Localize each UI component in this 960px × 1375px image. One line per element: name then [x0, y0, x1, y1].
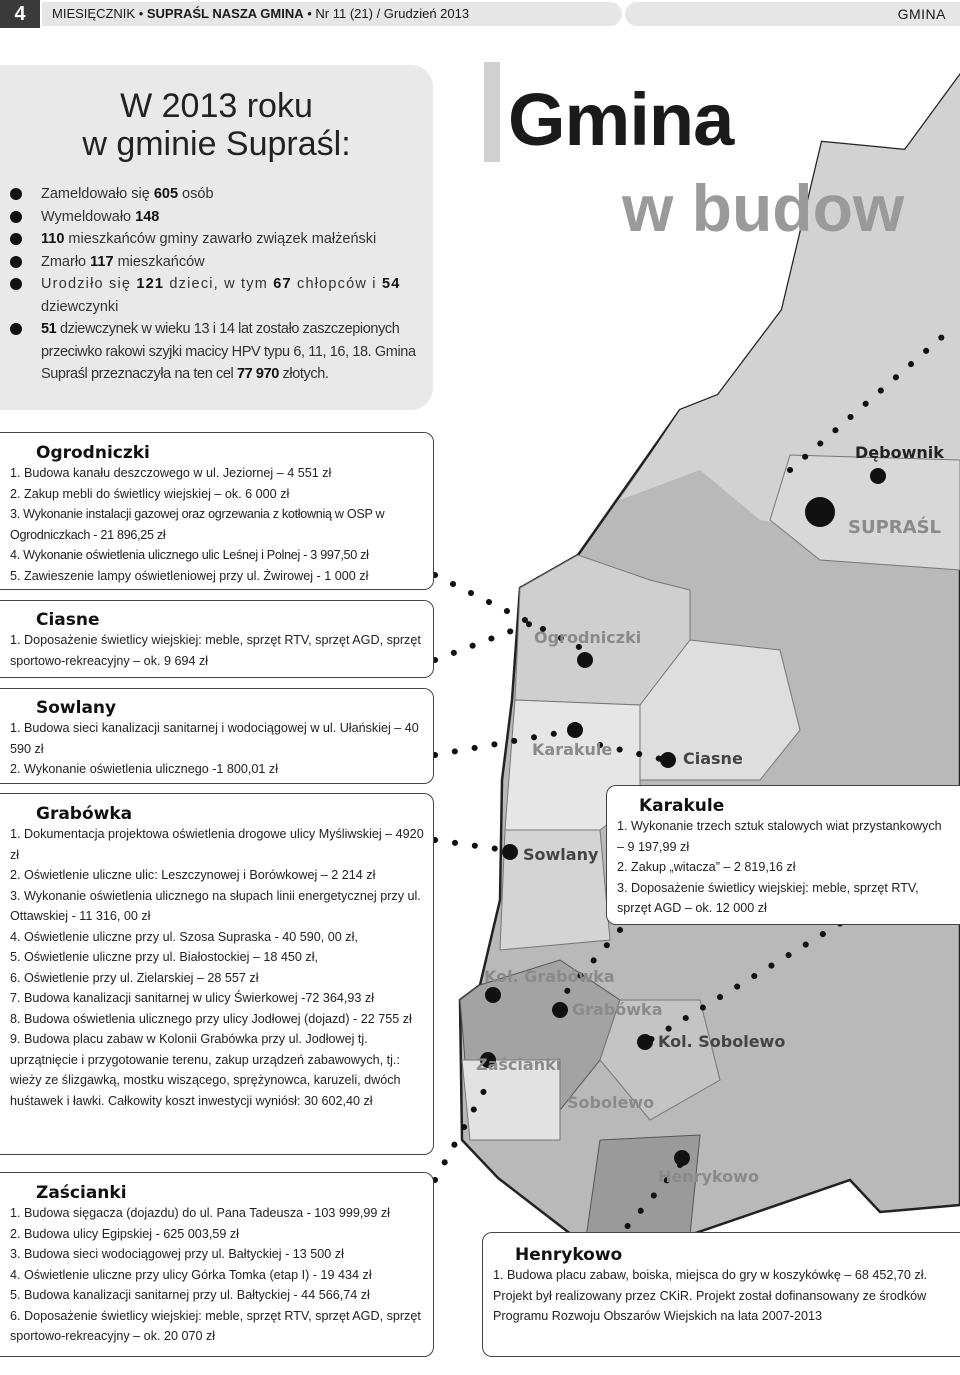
map-label-zascianki: Zaścianki	[476, 1055, 562, 1074]
map-label-ogrodniczki: Ogrodniczki	[534, 628, 642, 647]
karakule-box	[606, 785, 960, 925]
karakule-item: 3. Doposażenie świetlicy wiejskiej: meble, sprzęt RTV, sprzęt AGD – ok. 12 000 zł	[617, 880, 919, 915]
dot-debownik	[870, 468, 886, 484]
title-accent-bar	[484, 62, 500, 162]
sowlany-title: Sowlany	[36, 698, 117, 718]
dot-suprasl	[805, 497, 835, 527]
dot-ogrodniczki	[577, 652, 593, 668]
zascianki-item: 6. Doposażenie świetlicy wiejskiej: meble, sprzęt RTV, sprzęt AGD, sprzęt sportowo-rekreacyjny – ok. 20 070 zł	[10, 1308, 421, 1343]
henrykowo-title: Henrykowo	[515, 1245, 623, 1265]
zascianki-item: 3. Budowa sieci wodociągowej przy ul. Bałtyckiej - 13 500 zł	[10, 1247, 344, 1261]
grabowka-item: 7. Budowa kanalizacji sanitarnej w ulicy Świerkowej -72 364,93 zł	[10, 991, 375, 1005]
headline-main: Gmina	[508, 78, 734, 161]
summary-box	[0, 65, 433, 410]
summary-item: 110 mieszkańców gminy zawarło związek małżeński	[8, 228, 426, 251]
grabowka-item: 9. Budowa placu zabaw w Kolonii Grabówka przy ul. Jodłowej tj. uprzątnięcie i przygotowanie terenu, zakup urządzeń zabawowych, tj.: wieży ze ślizgawką, mostku wiszącego, sprężynowca, karuzeli, dwóch huśtawek i ławki. Całkowity koszt inwestycji wyniósł: 30 602,40 zł	[10, 1032, 401, 1108]
map-label-ciasne: Ciasne	[683, 749, 743, 768]
zascianki-item: 5. Budowa kanalizacji sanitarnej przy ul. Bałtyckiej - 44 566,74 zł	[10, 1288, 370, 1302]
grabowka-item: 6. Oświetlenie przy ul. Zielarskiej – 28 557 zł	[10, 970, 259, 985]
sowlany-item: 1. Budowa sieci kanalizacji sanitarnej i wodociągowej w ul. Ułańskiej – 40 590 zł	[10, 721, 419, 756]
summary-item: Urodziło się 121 dzieci, w tym 67 chłopców i 54 dziewczynki	[8, 273, 426, 318]
ogrodniczki-item: 4. Wykonanie oświetlenia ulicznego ulic Leśnej i Polnej - 3 997,50 zł	[10, 548, 369, 562]
ogrodniczki-box	[0, 432, 434, 590]
dot-grabowka	[552, 1002, 568, 1018]
sowlany-box	[0, 688, 434, 784]
ogrodniczki-item: 3. Wykonanie instalacji gazowej oraz ogrzewania z kotłownią w OSP w Ogrodniczkach - 21 896,25 zł	[10, 507, 385, 542]
map-label-sobolewo: Sobolewo	[567, 1093, 655, 1112]
grabowka-box	[0, 793, 434, 1155]
summary-list	[8, 183, 426, 386]
dot-kol-grabowka	[485, 987, 501, 1003]
ciasne-title: Ciasne	[36, 610, 100, 630]
dot-sowlany	[502, 844, 518, 860]
grabowka-item: 1. Dokumentacja projektowa oświetlenia drogowe ulicy Myśliwskiej – 4920 zł	[10, 827, 424, 862]
ciasne-box	[0, 600, 434, 678]
grabowka-item: 5. Oświetlenie uliczne przy ul. Białostockiej – 18 450 zł,	[10, 950, 318, 964]
page-number: 4	[0, 0, 40, 28]
map-label-grabowka: Grabówka	[572, 1000, 663, 1019]
henrykowo-item: 1. Budowa placu zabaw, boiska, miejsca do gry w koszykówkę – 68 452,70 zł. Projekt był realizowany przez CKiR. Projekt został dofinansowany ze środków Programu Rozwoju Obszarów Wiejskich na lata 2007-2013	[493, 1268, 928, 1323]
zascianki-item: 2. Budowa ulicy Egipskiej - 625 003,59 zł	[10, 1226, 239, 1241]
karakule-item: 2. Zakup „witacza” – 2 819,16 zł	[617, 860, 796, 874]
issue-info: Nr 11 (21) / Grudzień 2013	[315, 6, 470, 21]
henrykowo-box	[482, 1232, 960, 1357]
dot-ciasne	[660, 752, 676, 768]
section-name: GMINA	[625, 2, 960, 26]
zascianki-item: 1. Budowa sięgacza (dojazdu) do ul. Pana Tadeusza - 103 999,99 zł	[10, 1206, 390, 1220]
zascianki-title: Zaścianki	[36, 1183, 127, 1203]
karakule-item: 1. Wykonanie trzech sztuk stalowych wiat przystankowych – 9 197,99 zł	[617, 819, 942, 854]
grabowka-item: 2. Oświetlenie uliczne ulic: Leszczynowej i Borówkowej – 2 214 zł	[10, 868, 376, 882]
map-label-debownik: Dębownik	[855, 443, 944, 462]
dot-kol-sobolewo	[637, 1034, 653, 1050]
summary-item: Zmarło 117 mieszkańców	[8, 251, 426, 274]
ciasne-item: 1. Doposażenie świetlicy wiejskiej: meble, sprzęt RTV, sprzęt AGD, sprzęt sportowo-rekreacyjny – ok. 9 694 zł	[10, 633, 421, 668]
ogrodniczki-item: 1. Budowa kanału deszczowego w ul. Jeziornej – 4 551 zł	[10, 466, 332, 480]
summary-item: Zameldowało się 605 osób	[8, 183, 426, 206]
publication-title: SUPRAŚL NASZA GMINA	[146, 6, 304, 21]
summary-item: Wymeldowało 148	[8, 206, 426, 229]
ogrodniczki-item: 2. Zakup mebli do świetlicy wiejskiej – ok. 6 000 zł	[10, 486, 290, 501]
map-label-kol-sobolewo: Kol. Sobolewo	[658, 1032, 786, 1051]
map-label-henrykowo: Henrykowo	[658, 1167, 759, 1186]
zascianki-item: 4. Oświetlenie uliczne przy ulicy Górka Tomka (etap I) - 19 434 zł	[10, 1267, 372, 1282]
sowlany-item: 2. Wykonanie oświetlenia ulicznego -1 800,01 zł	[10, 762, 279, 776]
dot-karakule	[567, 722, 583, 738]
ogrodniczki-title: Ogrodniczki	[36, 443, 150, 463]
dot-henrykowo	[674, 1150, 690, 1166]
map-label-suprasl: SUPRAŚL	[848, 517, 941, 538]
ogrodniczki-item: 5. Zawieszenie lampy oświetleniowej przy ul. Żwirowej - 1 000 zł	[10, 568, 369, 583]
map-label-kol-grabowka: Kol. Grabówka	[484, 967, 615, 986]
grabowka-item: 4. Oświetlenie uliczne przy ul. Szosa Supraska - 40 590, 00 zł,	[10, 929, 358, 944]
publication-type: MIESIĘCZNIK	[52, 6, 136, 21]
grabowka-item: 8. Budowa oświetlenia ulicznego przy ulicy Jodłowej (dojazd) - 22 755 zł	[10, 1011, 412, 1026]
headline-sub: w budow	[622, 171, 905, 245]
summary-title: W 2013 roku w gminie Supraśl:	[82, 87, 351, 163]
map-label-karakule: Karakule	[532, 740, 613, 759]
grabowka-item: 3. Wykonanie oświetlenia ulicznego na słupach linii energetycznej przy ul. Ottawskiej - 11 316, 00 zł	[10, 888, 421, 923]
karakule-title: Karakule	[639, 796, 725, 816]
zascianki-box	[0, 1172, 434, 1357]
map-label-sowlany: Sowlany	[523, 845, 599, 864]
summary-item: 51 dziewczynek w wieku 13 i 14 lat zostało zaszczepionych przeciwko rakowi szyjki macicy HPV typu 6, 11, 16, 18. Gmina Supraśl przeznaczyła na ten cel 77 970 złotych.	[8, 318, 426, 386]
connector-grabowka	[435, 840, 505, 850]
grabowka-title: Grabówka	[36, 804, 133, 824]
publication-bar: MIESIĘCZNIK • SUPRAŚL NASZA GMINA • Nr 11 (21) / Grudzień 2013	[42, 2, 622, 26]
